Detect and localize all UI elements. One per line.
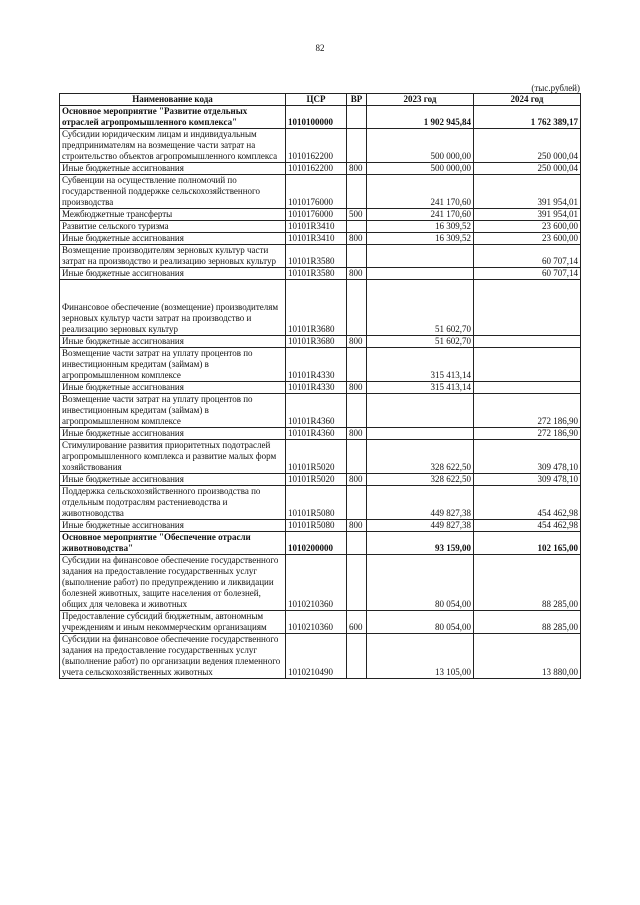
cell-2023: 16 309,52	[367, 233, 474, 245]
cell-vr: 800	[347, 474, 367, 486]
cell-2023: 241 170,60	[367, 175, 474, 209]
cell-name: Возмещение части затрат на уплату процентов по инвестиционным кредитам (займам) в агропромышленном комплексе	[60, 394, 286, 428]
cell-2024: 60 707,14	[474, 268, 581, 280]
cell-csr: 10101R3580	[286, 268, 347, 280]
cell-name: Поддержка сельскохозяйственного производства по отдельным подотраслям растениеводства и животноводства	[60, 486, 286, 520]
table-body	[60, 106, 581, 679]
cell-name: Иные бюджетные ассигнования	[60, 268, 286, 280]
table-row	[60, 221, 581, 233]
cell-csr: 1010210360	[286, 611, 347, 634]
cell-2023: 449 827,38	[367, 520, 474, 532]
table-row	[60, 611, 581, 634]
cell-vr: 800	[347, 520, 367, 532]
cell-2024: 250 000,04	[474, 163, 581, 175]
cell-name: Иные бюджетные ассигнования	[60, 233, 286, 245]
cell-2023: 328 622,50	[367, 474, 474, 486]
cell-csr: 10101R3580	[286, 245, 347, 268]
cell-name: Иные бюджетные ассигнования	[60, 382, 286, 394]
budget-table	[59, 93, 581, 679]
table-row	[60, 233, 581, 245]
cell-2024: 391 954,01	[474, 209, 581, 221]
cell-vr: 600	[347, 611, 367, 634]
cell-name: Субвенции на осуществление полномочий по государственной поддержке сельскохозяйственного производства	[60, 175, 286, 209]
table-row	[60, 532, 581, 555]
table-row	[60, 394, 581, 428]
cell-csr: 10101R4360	[286, 428, 347, 440]
cell-2024: 23 600,00	[474, 233, 581, 245]
cell-2024	[474, 336, 581, 348]
table-row	[60, 474, 581, 486]
cell-2024: 272 186,90	[474, 428, 581, 440]
cell-name: Иные бюджетные ассигнования	[60, 474, 286, 486]
cell-2024: 309 478,10	[474, 474, 581, 486]
cell-csr: 10101R3680	[286, 336, 347, 348]
cell-vr	[347, 394, 367, 428]
cell-2024: 1 762 389,17	[474, 106, 581, 129]
cell-2024: 391 954,01	[474, 175, 581, 209]
cell-2023	[367, 394, 474, 428]
cell-2024: 60 707,14	[474, 245, 581, 268]
table-row	[60, 336, 581, 348]
cell-2024: 309 478,10	[474, 440, 581, 474]
cell-2024: 454 462,98	[474, 520, 581, 532]
cell-2023: 241 170,60	[367, 209, 474, 221]
table-row	[60, 129, 581, 163]
cell-csr: 1010176000	[286, 175, 347, 209]
cell-2023: 80 054,00	[367, 611, 474, 634]
cell-csr: 10101R4360	[286, 394, 347, 428]
cell-name: Межбюджетные трансферты	[60, 209, 286, 221]
table-row	[60, 209, 581, 221]
cell-csr: 1010162200	[286, 163, 347, 175]
cell-2023: 80 054,00	[367, 555, 474, 611]
cell-vr: 800	[347, 382, 367, 394]
header-2024: 2024 год	[474, 94, 581, 106]
cell-2023: 51 602,70	[367, 280, 474, 336]
table-row	[60, 268, 581, 280]
table-row	[60, 163, 581, 175]
cell-name: Возмещение производителям зерновых культур части затрат на производство и реализацию зерновых культур	[60, 245, 286, 268]
cell-2023: 51 602,70	[367, 336, 474, 348]
header-vr: ВР	[347, 94, 367, 106]
cell-csr: 1010162200	[286, 129, 347, 163]
cell-2024: 272 186,90	[474, 394, 581, 428]
table-row	[60, 280, 581, 336]
cell-2024	[474, 348, 581, 382]
cell-2023	[367, 428, 474, 440]
cell-name: Возмещение части затрат на уплату процентов по инвестиционным кредитам (займам) в агропромышленном комплексе	[60, 348, 286, 382]
table-row	[60, 348, 581, 382]
table-row	[60, 428, 581, 440]
cell-name: Развитие сельского туризма	[60, 221, 286, 233]
cell-csr: 1010100000	[286, 106, 347, 129]
cell-2023: 449 827,38	[367, 486, 474, 520]
cell-2023: 93 159,00	[367, 532, 474, 555]
units-label: (тыс.рублей)	[531, 83, 580, 93]
cell-2023: 500 000,00	[367, 129, 474, 163]
cell-2023	[367, 245, 474, 268]
cell-vr: 800	[347, 163, 367, 175]
cell-vr: 800	[347, 336, 367, 348]
cell-vr	[347, 221, 367, 233]
page-number: 82	[315, 43, 325, 53]
cell-csr: 10101R4330	[286, 348, 347, 382]
cell-csr: 10101R3410	[286, 221, 347, 233]
cell-2023: 13 105,00	[367, 634, 474, 679]
cell-2023	[367, 268, 474, 280]
cell-2024	[474, 280, 581, 336]
cell-csr: 1010176000	[286, 209, 347, 221]
table-row	[60, 106, 581, 129]
table-row	[60, 382, 581, 394]
cell-2024: 13 880,00	[474, 634, 581, 679]
table-row	[60, 520, 581, 532]
cell-2023: 315 413,14	[367, 382, 474, 394]
cell-name: Субсидии на финансовое обеспечение государственного задания на предоставление государственных услуг (выполнение работ) по предупреждению и ликвидации болезней животных, защите населения от болезней, общих для человека и животных	[60, 555, 286, 611]
cell-name: Иные бюджетные ассигнования	[60, 520, 286, 532]
cell-vr	[347, 175, 367, 209]
cell-csr: 1010210490	[286, 634, 347, 679]
table-row	[60, 440, 581, 474]
cell-csr: 1010200000	[286, 532, 347, 555]
cell-name: Субсидии на финансовое обеспечение государственного задания на предоставление государственных услуг (выполнение работ) по организации ведения племенного учета сельскохозяйственных животных	[60, 634, 286, 679]
cell-csr: 10101R5080	[286, 520, 347, 532]
cell-2024	[474, 382, 581, 394]
cell-vr	[347, 486, 367, 520]
cell-name: Иные бюджетные ассигнования	[60, 336, 286, 348]
header-csr: ЦСР	[286, 94, 347, 106]
cell-name: Стимулирование развития приоритетных подотраслей агропромышленного комплекса и развитие малых форм хозяйствования	[60, 440, 286, 474]
cell-vr	[347, 634, 367, 679]
cell-csr: 10101R3680	[286, 280, 347, 336]
table-row	[60, 175, 581, 209]
cell-2023: 1 902 945,84	[367, 106, 474, 129]
cell-csr: 10101R3410	[286, 233, 347, 245]
cell-2024: 88 285,00	[474, 555, 581, 611]
cell-name: Иные бюджетные ассигнования	[60, 428, 286, 440]
table-row	[60, 634, 581, 679]
cell-name: Финансовое обеспечение (возмещение) производителям зерновых культур части затрат на производство и реализацию зерновых культур	[60, 280, 286, 336]
cell-name: Иные бюджетные ассигнования	[60, 163, 286, 175]
cell-2024: 454 462,98	[474, 486, 581, 520]
cell-vr	[347, 106, 367, 129]
cell-vr: 800	[347, 268, 367, 280]
cell-2024: 250 000,04	[474, 129, 581, 163]
cell-name: Предоставление субсидий бюджетным, автономным учреждениям и иным некоммерческим организациям	[60, 611, 286, 634]
cell-csr: 10101R5020	[286, 474, 347, 486]
cell-vr	[347, 129, 367, 163]
cell-2023: 500 000,00	[367, 163, 474, 175]
cell-name: Основное мероприятие "Обеспечение отрасли животноводства"	[60, 532, 286, 555]
cell-csr: 10101R5080	[286, 486, 347, 520]
cell-vr	[347, 348, 367, 382]
cell-name: Основное мероприятие "Развитие отдельных отраслей агропромышленного комплекса"	[60, 106, 286, 129]
table-row	[60, 555, 581, 611]
cell-csr: 10101R4330	[286, 382, 347, 394]
cell-vr: 800	[347, 233, 367, 245]
table-header-row	[60, 94, 581, 106]
cell-2023: 315 413,14	[367, 348, 474, 382]
cell-csr: 1010210360	[286, 555, 347, 611]
header-name: Наименование кода	[60, 94, 286, 106]
cell-name: Субсидии юридическим лицам и индивидуальным предпринимателям на возмещение части затрат на строительство объектов агропромышленного комплекса	[60, 129, 286, 163]
cell-2023: 16 309,52	[367, 221, 474, 233]
cell-vr	[347, 555, 367, 611]
cell-vr	[347, 280, 367, 336]
cell-2024: 23 600,00	[474, 221, 581, 233]
cell-vr: 800	[347, 428, 367, 440]
cell-2024: 88 285,00	[474, 611, 581, 634]
cell-csr: 10101R5020	[286, 440, 347, 474]
cell-vr	[347, 532, 367, 555]
table-row	[60, 245, 581, 268]
cell-2023: 328 622,50	[367, 440, 474, 474]
cell-vr	[347, 245, 367, 268]
cell-2024: 102 165,00	[474, 532, 581, 555]
table-row	[60, 486, 581, 520]
cell-vr: 500	[347, 209, 367, 221]
header-2023: 2023 год	[367, 94, 474, 106]
cell-vr	[347, 440, 367, 474]
